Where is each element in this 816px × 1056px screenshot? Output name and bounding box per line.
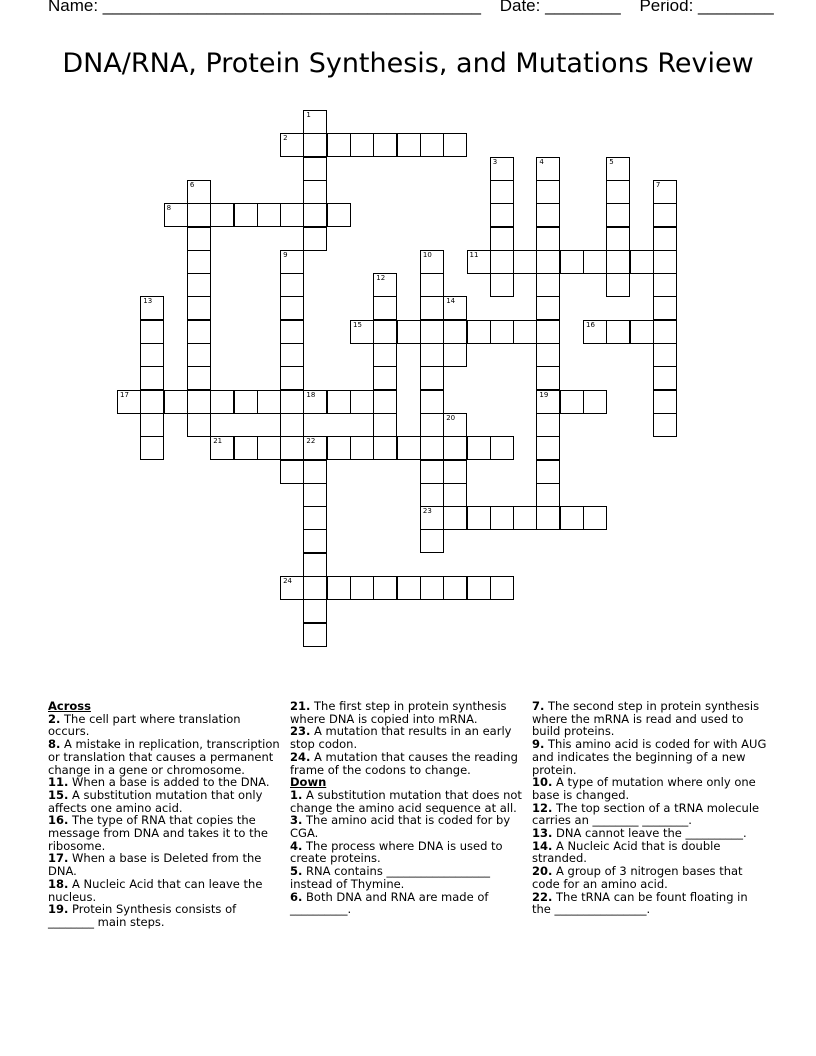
crossword-cell[interactable] [303, 110, 327, 134]
crossword-cell[interactable] [443, 343, 467, 367]
clue-number: 20 [446, 413, 456, 422]
clue-text: A group of 3 nitrogen bases that code for an amino acid. [532, 864, 743, 891]
crossword-cell[interactable] [490, 273, 514, 297]
crossword-cell[interactable] [653, 296, 677, 320]
clue-number: 15 [353, 320, 362, 329]
crossword-cell[interactable] [210, 390, 234, 414]
crossword-cell[interactable] [653, 203, 677, 227]
clue-number-label: 6. [290, 889, 303, 904]
clue-number-label: 23. [290, 724, 311, 739]
crossword-cell[interactable] [280, 203, 304, 227]
crossword-cell[interactable] [536, 390, 560, 414]
across-clues-list-continued [290, 700, 525, 776]
crossword-cell[interactable] [373, 390, 397, 414]
crossword-cell[interactable] [327, 436, 351, 460]
crossword-cell[interactable] [280, 576, 304, 600]
crossword-cell[interactable] [536, 157, 560, 181]
crossword-cell[interactable] [140, 296, 164, 320]
crossword-cell[interactable] [373, 436, 397, 460]
clue-number: 24 [283, 577, 293, 585]
crossword-cell[interactable] [303, 460, 327, 484]
clue-item [48, 878, 283, 903]
clue-number-label: 19. [48, 902, 69, 917]
crossword-cell[interactable] [303, 576, 327, 600]
clue-number: 13 [143, 297, 153, 306]
crossword-cell[interactable] [280, 413, 304, 437]
across-clues-list [48, 713, 283, 929]
crossword-cell[interactable] [187, 320, 211, 344]
clue-item [290, 789, 525, 814]
clues-column-1 [48, 700, 283, 929]
crossword-cell[interactable] [560, 506, 584, 530]
clue-text: A type of mutation where only one base is changed. [532, 775, 756, 802]
crossword-cell[interactable] [536, 227, 560, 251]
clue-text: A Nucleic Acid that can leave the nucleus. [48, 876, 263, 904]
clue-item [290, 840, 525, 865]
clue-text: RNA contains __________________ instead of Thymine. [290, 864, 490, 891]
crossword-cell[interactable] [536, 483, 560, 507]
crossword-cell[interactable] [653, 180, 677, 204]
crossword-cell[interactable] [606, 203, 630, 227]
crossword-cell[interactable] [303, 227, 327, 251]
crossword-cell[interactable] [536, 320, 560, 344]
crossword-cell[interactable] [373, 576, 397, 600]
clue-text: This amino acid is coded for with AUG and indicates the beginning of a new protein. [532, 737, 767, 777]
crossword-cell[interactable] [583, 390, 607, 414]
crossword-cell[interactable] [420, 413, 444, 437]
crossword-cell[interactable] [490, 180, 514, 204]
down-heading: Down [290, 775, 327, 790]
clue-number-label: 4. [290, 838, 303, 853]
crossword-cell[interactable] [303, 623, 327, 647]
clue-item [290, 865, 525, 890]
clue-text: The top section of a tRNA molecule carries an ________ ________. [532, 800, 760, 828]
crossword-cell[interactable] [490, 157, 514, 181]
crossword-cell[interactable] [373, 133, 397, 157]
crossword-cell[interactable] [303, 180, 327, 204]
crossword-cell[interactable] [373, 343, 397, 367]
clue-number: 21 [213, 437, 223, 446]
crossword-cell[interactable] [583, 250, 607, 274]
clue-text: Both DNA and RNA are made of __________. [290, 889, 489, 917]
clue-number: 4 [539, 157, 544, 166]
clue-text: When a base is added to the DNA. [68, 775, 270, 790]
crossword-cell[interactable] [187, 227, 211, 251]
clue-text: The cell part where translation occurs. [48, 711, 241, 739]
crossword-cell[interactable] [257, 436, 281, 460]
crossword-cell[interactable] [350, 576, 374, 600]
crossword-cell[interactable] [490, 203, 514, 227]
clue-number: 5 [609, 157, 614, 166]
crossword-cell[interactable] [187, 180, 211, 204]
clue-text: DNA cannot leave the __________. [552, 826, 747, 841]
crossword-cell[interactable] [303, 483, 327, 507]
crossword-cell[interactable] [140, 343, 164, 367]
down-clues-list [290, 789, 525, 916]
crossword-cell[interactable] [653, 366, 677, 390]
crossword-cell[interactable] [140, 436, 164, 460]
date-field[interactable]: Date: ________ [499, 0, 621, 15]
clue-item [532, 802, 767, 827]
clue-number-label: 1. [290, 787, 303, 802]
clue-number: 7 [655, 180, 661, 189]
crossword-cell[interactable] [490, 576, 514, 600]
crossword-cell[interactable] [583, 506, 607, 530]
clue-number: 1 [306, 111, 311, 119]
crossword-cell[interactable] [280, 296, 304, 320]
clues-column-2 [290, 700, 525, 916]
crossword-cell[interactable] [467, 250, 491, 274]
crossword-cell[interactable] [536, 180, 560, 204]
clue-text: A mutation that results in an early stop codon. [290, 724, 512, 752]
clues-column-3 [532, 700, 767, 916]
crossword-cell[interactable] [420, 366, 444, 390]
crossword-cell[interactable] [303, 203, 327, 227]
crossword-cell[interactable] [350, 133, 374, 157]
crossword-cell[interactable] [443, 506, 467, 530]
clue-item [532, 700, 767, 738]
clue-text: A mutation that causes the reading frame of the codons to change. [290, 749, 518, 777]
clue-number: 18 [306, 390, 316, 399]
crossword-cell[interactable] [653, 343, 677, 367]
crossword-cell[interactable] [280, 366, 304, 390]
clue-number: 9 [283, 250, 288, 259]
clue-text: The second step in protein synthesis where the mRNA is read and used to build proteins. [532, 699, 760, 739]
crossword-cell[interactable] [140, 366, 164, 390]
clue-number-label: 8. [48, 737, 61, 752]
clue-number-label: 7. [532, 699, 545, 713]
crossword-cell[interactable] [420, 483, 444, 507]
crossword-cell[interactable] [513, 320, 537, 344]
crossword-cell[interactable] [606, 320, 630, 344]
crossword-cell[interactable] [653, 273, 677, 297]
crossword-cell[interactable] [490, 227, 514, 251]
crossword-cell[interactable] [420, 506, 444, 530]
crossword-cell[interactable] [420, 273, 444, 297]
clue-number-label: 17. [48, 851, 69, 866]
crossword-cell[interactable] [373, 296, 397, 320]
crossword-cell[interactable] [443, 576, 467, 600]
crossword-cell[interactable] [210, 203, 234, 227]
crossword-cell[interactable] [536, 343, 560, 367]
clue-text: Protein Synthesis consists of ________ main steps. [48, 902, 237, 929]
crossword-cell[interactable] [280, 390, 304, 414]
crossword-cell[interactable] [443, 133, 467, 157]
clue-item [532, 891, 767, 916]
crossword-cell[interactable] [443, 296, 467, 320]
clue-item [532, 865, 767, 890]
clue-item [48, 713, 283, 738]
crossword-cell[interactable] [350, 390, 374, 414]
crossword-cell[interactable] [187, 296, 211, 320]
crossword-cell[interactable] [303, 553, 327, 577]
crossword-cell[interactable] [234, 390, 258, 414]
clue-number: 10 [422, 250, 432, 259]
crossword-cell[interactable] [536, 460, 560, 484]
clue-number-label: 5. [290, 864, 303, 879]
crossword-cell[interactable] [443, 483, 467, 507]
crossword-cell[interactable] [303, 529, 327, 553]
crossword-cell[interactable] [210, 436, 234, 460]
clue-text: The first step in protein synthesis where DNA is copied into mRNA. [290, 699, 507, 726]
clue-item [290, 891, 525, 916]
clue-item [48, 814, 283, 852]
clue-number: 14 [446, 297, 456, 306]
clue-text: A Nucleic Acid that is double stranded. [532, 838, 721, 866]
clue-number: 8 [166, 204, 172, 213]
crossword-cell[interactable] [606, 227, 630, 251]
clue-item [48, 903, 283, 928]
crossword-cell[interactable] [303, 133, 327, 157]
crossword-cell[interactable] [234, 203, 258, 227]
crossword-cell[interactable] [420, 460, 444, 484]
clue-number-label: 18. [48, 876, 69, 891]
clue-number: 3 [492, 157, 498, 166]
crossword-cell[interactable] [140, 413, 164, 437]
crossword-cell[interactable] [280, 436, 304, 460]
crossword-cell[interactable] [303, 436, 327, 460]
clue-item [532, 776, 767, 801]
crossword-cell[interactable] [257, 390, 281, 414]
crossword-cell[interactable] [630, 320, 654, 344]
crossword-cell[interactable] [420, 436, 444, 460]
crossword-cell[interactable] [280, 133, 304, 157]
clue-item [290, 700, 525, 725]
crossword-cell[interactable] [536, 506, 560, 530]
crossword-cell[interactable] [583, 320, 607, 344]
clue-text: When a base is Deleted from the DNA. [48, 851, 262, 879]
clue-number: 23 [422, 507, 432, 516]
crossword-cell[interactable] [303, 506, 327, 530]
crossword-cell[interactable] [536, 203, 560, 227]
crossword-cell[interactable] [536, 366, 560, 390]
crossword-cell[interactable] [490, 320, 514, 344]
clue-number-label: 24. [290, 749, 311, 764]
clue-number-label: 14. [532, 838, 553, 853]
crossword-cell[interactable] [373, 320, 397, 344]
clue-number: 19 [539, 390, 549, 399]
clue-text: The amino acid that is coded for by CGA. [290, 813, 511, 841]
crossword-cell[interactable] [606, 250, 630, 274]
crossword-cell[interactable] [187, 343, 211, 367]
crossword-cell[interactable] [280, 250, 304, 274]
crossword-cell[interactable] [187, 273, 211, 297]
crossword-cell[interactable] [536, 296, 560, 320]
crossword-cell[interactable] [187, 250, 211, 274]
crossword-cell[interactable] [140, 390, 164, 414]
crossword-cell[interactable] [303, 390, 327, 414]
clue-number: 6 [189, 180, 195, 189]
crossword-cell[interactable] [327, 203, 351, 227]
crossword-cell[interactable] [653, 227, 677, 251]
clue-number-label: 22. [532, 889, 553, 904]
crossword-cell[interactable] [536, 250, 560, 274]
clue-number: 22 [306, 437, 316, 446]
clue-number: 11 [469, 250, 479, 259]
clue-text: A mistake in replication, transcription or translation that causes a permanent change in a gene or chromosome. [48, 737, 280, 777]
clue-number-label: 13. [532, 826, 553, 841]
clue-number-label: 21. [290, 699, 311, 713]
crossword-cell[interactable] [327, 576, 351, 600]
clue-number: 17 [120, 390, 129, 399]
crossword-cell[interactable] [303, 157, 327, 181]
crossword-cell[interactable] [653, 250, 677, 274]
crossword-cell[interactable] [187, 366, 211, 390]
clue-number-label: 15. [48, 787, 69, 802]
clue-text: The process where DNA is used to create proteins. [290, 838, 503, 866]
crossword-cell[interactable] [420, 133, 444, 157]
crossword-cell[interactable] [350, 320, 374, 344]
crossword-cell[interactable] [606, 157, 630, 181]
crossword-cell[interactable] [420, 296, 444, 320]
crossword-cell[interactable] [280, 460, 304, 484]
clue-text: The tRNA can be fount floating in the ________________. [532, 889, 748, 917]
clue-number-label: 11. [48, 775, 69, 790]
crossword-cell[interactable] [467, 576, 491, 600]
crossword-cell[interactable] [327, 133, 351, 157]
clue-number-label: 9. [532, 737, 545, 752]
crossword-cell[interactable] [373, 273, 397, 297]
clue-text: The type of RNA that copies the message from DNA and takes it to the ribosome. [48, 813, 268, 853]
crossword-cell[interactable] [560, 390, 584, 414]
crossword-cell[interactable] [606, 273, 630, 297]
crossword-cell[interactable] [420, 343, 444, 367]
crossword-cell[interactable] [467, 506, 491, 530]
crossword-cell[interactable] [443, 460, 467, 484]
crossword-cell[interactable] [187, 390, 211, 414]
clue-number: 2 [283, 134, 288, 143]
crossword-cell[interactable] [373, 413, 397, 437]
clue-number-label: 12. [532, 800, 553, 815]
crossword-cell[interactable] [140, 320, 164, 344]
crossword-cell[interactable] [257, 203, 281, 227]
across-heading: Across [48, 699, 91, 713]
clue-number-label: 20. [532, 864, 553, 879]
crossword-cell[interactable] [280, 273, 304, 297]
clue-number: 12 [376, 274, 386, 283]
crossword-cell[interactable] [653, 413, 677, 437]
crossword-cell[interactable] [373, 366, 397, 390]
crossword-cell[interactable] [653, 390, 677, 414]
crossword-cell[interactable] [164, 203, 188, 227]
crossword-cell[interactable] [397, 133, 421, 157]
clue-item [48, 738, 283, 776]
crossword-cell[interactable] [490, 250, 514, 274]
crossword-cell[interactable] [443, 413, 467, 437]
crossword-cell[interactable] [327, 390, 351, 414]
crossword-cell[interactable] [420, 576, 444, 600]
crossword-cell[interactable] [490, 436, 514, 460]
clue-item [290, 725, 525, 750]
crossword-cell[interactable] [420, 320, 444, 344]
crossword-cell[interactable] [606, 180, 630, 204]
crossword-cell[interactable] [536, 413, 560, 437]
crossword-cell[interactable] [420, 529, 444, 553]
clue-text: A substitution mutation that does not change the amino acid sequence at all. [290, 787, 522, 815]
crossword-cell[interactable] [187, 203, 211, 227]
period-field[interactable]: Period: ________ [639, 0, 774, 15]
clue-number-label: 10. [532, 775, 553, 790]
clue-text: A substitution mutation that only affects one amino acid. [48, 787, 263, 815]
clue-item [532, 840, 767, 865]
crossword-cell[interactable] [443, 436, 467, 460]
crossword-cell[interactable] [234, 436, 258, 460]
crossword-cell[interactable] [420, 390, 444, 414]
down-clues-list-continued [532, 700, 767, 916]
crossword-cell[interactable] [653, 320, 677, 344]
crossword-cell[interactable] [490, 506, 514, 530]
crossword-cell[interactable] [280, 320, 304, 344]
crossword-cell[interactable] [467, 320, 491, 344]
crossword-cell[interactable] [350, 436, 374, 460]
clue-item [532, 738, 767, 776]
clue-number-label: 16. [48, 813, 69, 828]
clue-item [290, 814, 525, 839]
clue-number-label: 2. [48, 711, 61, 726]
crossword-cell[interactable] [630, 250, 654, 274]
crossword-cell[interactable] [420, 250, 444, 274]
crossword-cell[interactable] [397, 320, 421, 344]
crossword-cell[interactable] [536, 273, 560, 297]
clue-item [290, 751, 525, 776]
clue-number: 16 [586, 320, 595, 329]
clue-number-label: 3. [290, 813, 303, 828]
crossword-cell[interactable] [513, 250, 537, 274]
crossword-cell[interactable] [164, 390, 188, 414]
crossword-cell[interactable] [303, 599, 327, 623]
crossword-cell[interactable] [397, 576, 421, 600]
crossword-cell[interactable] [187, 413, 211, 437]
clue-item [48, 789, 283, 814]
crossword-cell[interactable] [560, 250, 584, 274]
crossword-cell[interactable] [536, 436, 560, 460]
crossword-cell[interactable] [443, 320, 467, 344]
crossword-cell[interactable] [280, 343, 304, 367]
crossword-cell[interactable] [117, 390, 141, 414]
clue-item [48, 852, 283, 877]
name-field[interactable]: Name: ________________________________________ [48, 0, 481, 15]
crossword-cell[interactable] [467, 436, 491, 460]
page-title: DNA/RNA, Protein Synthesis, and Mutations Review [62, 48, 754, 79]
crossword-cell[interactable] [513, 506, 537, 530]
crossword-cell[interactable] [397, 436, 421, 460]
